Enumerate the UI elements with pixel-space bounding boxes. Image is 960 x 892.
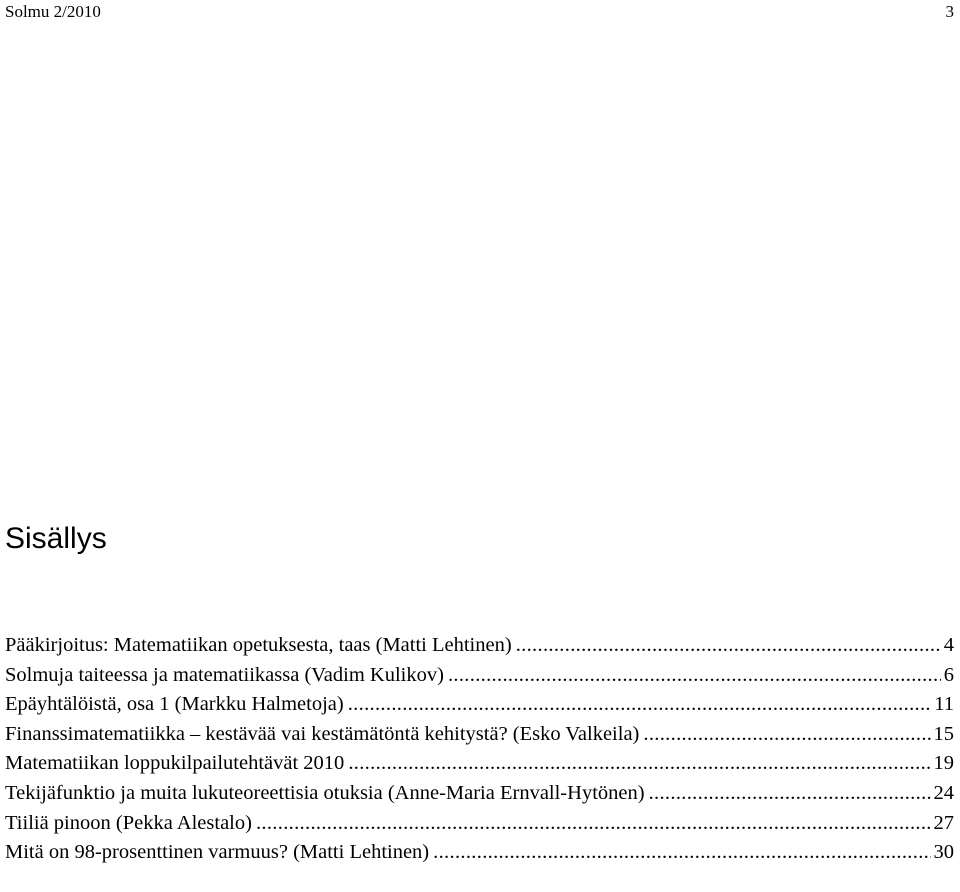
toc-entry[interactable] [5, 749, 954, 779]
dot-leader [649, 779, 931, 809]
toc-entry-title: Mitä on 98-prosenttinen varmuus? (Matti Lehtinen) [5, 841, 430, 864]
toc-entry[interactable] [5, 809, 954, 839]
toc-entry-title: Tiiliä pinoon (Pekka Alestalo) [5, 811, 252, 834]
toc-entry[interactable] [5, 631, 954, 661]
toc-entry-title: Tekijäfunktio ja muita lukuteoreettisia otuksia (Anne-Maria Ernvall-Hytönen) [5, 781, 645, 804]
page-number: 3 [945, 2, 954, 21]
toc-entry[interactable] [5, 779, 954, 809]
toc-entry-page: 6 [943, 663, 954, 686]
toc-entry[interactable] [5, 661, 954, 691]
table-of-contents [5, 631, 954, 868]
toc-entry[interactable] [5, 690, 954, 720]
toc-entry-page: 19 [933, 752, 954, 775]
toc-entry-page: 11 [934, 693, 954, 716]
toc-entry[interactable] [5, 720, 954, 750]
toc-entry-page: 24 [933, 781, 954, 804]
dot-leader [516, 631, 941, 661]
toc-entry-title: Matematiikan loppukilpailutehtävät 2010 [5, 752, 345, 775]
dot-leader [348, 749, 930, 779]
toc-entry-title: Epäyhtälöistä, osa 1 (Markku Halmetoja) [5, 693, 344, 716]
toc-entry-page: 4 [943, 634, 954, 656]
toc-entry-page: 15 [933, 722, 954, 745]
toc-entry-title: Finanssimatematiikka – kestävää vai kestämätöntä kehitystä? (Esko Valkeila) [5, 722, 640, 745]
running-header [5, 2, 954, 22]
toc-title: Sisällys [5, 522, 107, 555]
toc-entry-page: 30 [933, 841, 954, 864]
journal-issue: Solmu 2/2010 [5, 2, 101, 21]
toc-entry[interactable] [5, 838, 954, 868]
dot-leader [433, 838, 930, 868]
dot-leader [348, 690, 932, 720]
toc-entry-title: Solmuja taiteessa ja matematiikassa (Vadim Kulikov) [5, 663, 444, 686]
toc-entry-page: 27 [933, 811, 954, 834]
dot-leader [448, 661, 941, 691]
toc-entry-title: Pääkirjoitus: Matematiikan opetuksesta, taas (Matti Lehtinen) [5, 634, 512, 656]
dot-leader [643, 720, 930, 750]
dot-leader [256, 809, 931, 839]
